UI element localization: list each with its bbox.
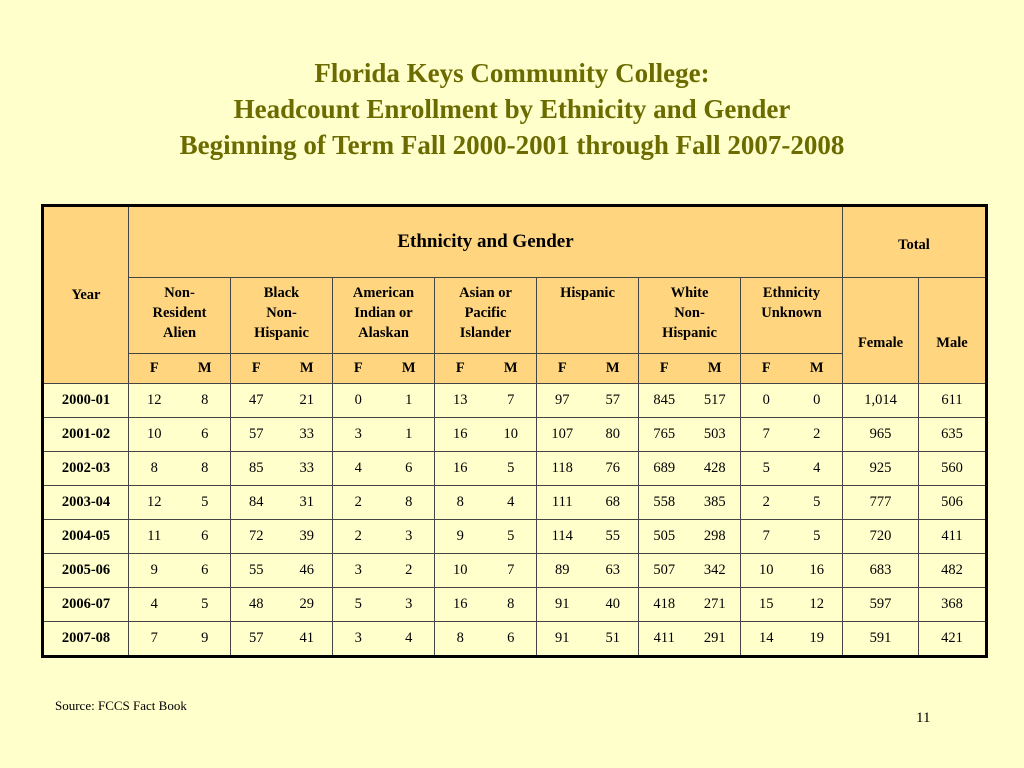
male-subheader: M bbox=[180, 354, 231, 384]
value-cell: 0 bbox=[792, 384, 843, 418]
year-cell: 2002-03 bbox=[43, 452, 129, 486]
value-cell: 31 bbox=[282, 486, 333, 520]
group-header-line: Non- bbox=[164, 285, 195, 301]
year-cell: 2005-06 bbox=[43, 554, 129, 588]
value-cell: 10 bbox=[435, 554, 486, 588]
group-header-line: White bbox=[670, 285, 709, 301]
value-cell: 7 bbox=[129, 622, 180, 657]
group-header-line: Asian or bbox=[459, 285, 512, 301]
value-cell: 12 bbox=[792, 588, 843, 622]
group-header-line: Hispanic bbox=[254, 325, 309, 341]
group-header bbox=[741, 278, 843, 354]
value-cell: 15 bbox=[741, 588, 792, 622]
table-row bbox=[43, 418, 987, 452]
value-cell: 107 bbox=[537, 418, 588, 452]
year-cell: 2007-08 bbox=[43, 622, 129, 657]
value-cell: 5 bbox=[333, 588, 384, 622]
male-total-cell: 611 bbox=[919, 384, 987, 418]
value-cell: 48 bbox=[231, 588, 282, 622]
value-cell: 14 bbox=[741, 622, 792, 657]
year-cell: 2006-07 bbox=[43, 588, 129, 622]
value-cell: 40 bbox=[588, 588, 639, 622]
value-cell: 12 bbox=[129, 384, 180, 418]
slide-title bbox=[0, 55, 1024, 163]
value-cell: 3 bbox=[333, 554, 384, 588]
value-cell: 689 bbox=[639, 452, 690, 486]
female-total-cell: 683 bbox=[843, 554, 919, 588]
value-cell: 57 bbox=[231, 622, 282, 657]
female-subheader: F bbox=[129, 354, 180, 384]
year-cell: 2003-04 bbox=[43, 486, 129, 520]
group-header-line: Islander bbox=[459, 325, 512, 341]
value-cell: 39 bbox=[282, 520, 333, 554]
group-header-line: Hispanic bbox=[560, 285, 615, 301]
value-cell: 80 bbox=[588, 418, 639, 452]
group-header bbox=[435, 278, 537, 354]
table-row bbox=[43, 622, 987, 657]
value-cell: 385 bbox=[690, 486, 741, 520]
source-note: Source: FCCS Fact Book bbox=[55, 698, 187, 713]
value-cell: 8 bbox=[129, 452, 180, 486]
year-header: Year bbox=[43, 206, 129, 384]
male-subheader: M bbox=[486, 354, 537, 384]
value-cell: 9 bbox=[180, 622, 231, 657]
value-cell: 9 bbox=[435, 520, 486, 554]
value-cell: 5 bbox=[792, 520, 843, 554]
value-cell: 85 bbox=[231, 452, 282, 486]
value-cell: 2 bbox=[384, 554, 435, 588]
value-cell: 4 bbox=[792, 452, 843, 486]
value-cell: 29 bbox=[282, 588, 333, 622]
value-cell: 8 bbox=[435, 622, 486, 657]
male-total-cell: 560 bbox=[919, 452, 987, 486]
value-cell: 418 bbox=[639, 588, 690, 622]
value-cell: 517 bbox=[690, 384, 741, 418]
male-header: Male bbox=[919, 278, 987, 384]
value-cell: 3 bbox=[384, 588, 435, 622]
value-cell: 558 bbox=[639, 486, 690, 520]
value-cell: 8 bbox=[384, 486, 435, 520]
group-header bbox=[231, 278, 333, 354]
group-header-line: Resident bbox=[152, 305, 207, 321]
male-total-cell: 411 bbox=[919, 520, 987, 554]
value-cell: 57 bbox=[588, 384, 639, 418]
table-row bbox=[43, 452, 987, 486]
value-cell: 5 bbox=[792, 486, 843, 520]
value-cell: 21 bbox=[282, 384, 333, 418]
value-cell: 13 bbox=[435, 384, 486, 418]
value-cell: 8 bbox=[435, 486, 486, 520]
year-cell: 2001-02 bbox=[43, 418, 129, 452]
title-line-3: Beginning of Term Fall 2000-2001 through Fall 2007-2008 bbox=[179, 130, 845, 160]
male-total-cell: 368 bbox=[919, 588, 987, 622]
value-cell: 428 bbox=[690, 452, 741, 486]
ethnicity-header: Ethnicity and Gender bbox=[129, 206, 843, 278]
female-header: Female bbox=[843, 278, 919, 384]
table-row bbox=[43, 486, 987, 520]
group-header-line: Pacific bbox=[464, 305, 507, 321]
value-cell: 4 bbox=[129, 588, 180, 622]
group-header-line: Alaskan bbox=[358, 325, 409, 341]
female-total-cell: 777 bbox=[843, 486, 919, 520]
value-cell: 5 bbox=[741, 452, 792, 486]
value-cell: 7 bbox=[486, 554, 537, 588]
enrollment-table bbox=[41, 204, 988, 658]
group-header-line: American bbox=[352, 285, 415, 301]
value-cell: 111 bbox=[537, 486, 588, 520]
group-header-line: Alien bbox=[162, 325, 197, 341]
group-header-line: Ethnicity bbox=[762, 285, 821, 301]
year-cell: 2004-05 bbox=[43, 520, 129, 554]
value-cell: 6 bbox=[180, 520, 231, 554]
value-cell: 76 bbox=[588, 452, 639, 486]
value-cell: 3 bbox=[333, 418, 384, 452]
value-cell: 51 bbox=[588, 622, 639, 657]
value-cell: 6 bbox=[180, 554, 231, 588]
value-cell: 3 bbox=[384, 520, 435, 554]
page-number: 11 bbox=[916, 710, 931, 726]
male-total-cell: 635 bbox=[919, 418, 987, 452]
value-cell: 16 bbox=[435, 588, 486, 622]
value-cell: 5 bbox=[180, 486, 231, 520]
table-row bbox=[43, 384, 987, 418]
female-total-cell: 965 bbox=[843, 418, 919, 452]
group-header bbox=[639, 278, 741, 354]
female-subheader: F bbox=[639, 354, 690, 384]
value-cell: 505 bbox=[639, 520, 690, 554]
value-cell: 72 bbox=[231, 520, 282, 554]
value-cell: 2 bbox=[333, 486, 384, 520]
value-cell: 6 bbox=[486, 622, 537, 657]
value-cell: 12 bbox=[129, 486, 180, 520]
year-cell: 2000-01 bbox=[43, 384, 129, 418]
male-total-cell: 421 bbox=[919, 622, 987, 657]
female-subheader: F bbox=[231, 354, 282, 384]
value-cell: 57 bbox=[231, 418, 282, 452]
value-cell: 6 bbox=[180, 418, 231, 452]
male-subheader: M bbox=[384, 354, 435, 384]
group-header-line: Hispanic bbox=[662, 325, 717, 341]
female-subheader: F bbox=[333, 354, 384, 384]
value-cell: 2 bbox=[741, 486, 792, 520]
male-subheader: M bbox=[282, 354, 333, 384]
male-total-cell: 482 bbox=[919, 554, 987, 588]
group-header-line: Non- bbox=[674, 305, 705, 321]
value-cell: 7 bbox=[486, 384, 537, 418]
value-cell: 411 bbox=[639, 622, 690, 657]
value-cell: 33 bbox=[282, 418, 333, 452]
male-total-cell: 506 bbox=[919, 486, 987, 520]
value-cell: 46 bbox=[282, 554, 333, 588]
value-cell: 19 bbox=[792, 622, 843, 657]
value-cell: 47 bbox=[231, 384, 282, 418]
value-cell: 503 bbox=[690, 418, 741, 452]
group-header bbox=[537, 278, 639, 354]
value-cell: 55 bbox=[231, 554, 282, 588]
female-subheader: F bbox=[537, 354, 588, 384]
value-cell: 16 bbox=[435, 452, 486, 486]
value-cell: 118 bbox=[537, 452, 588, 486]
header-row-2 bbox=[43, 278, 987, 354]
value-cell: 8 bbox=[486, 588, 537, 622]
value-cell: 5 bbox=[486, 520, 537, 554]
value-cell: 1 bbox=[384, 384, 435, 418]
male-subheader: M bbox=[588, 354, 639, 384]
female-total-cell: 597 bbox=[843, 588, 919, 622]
female-total-cell: 591 bbox=[843, 622, 919, 657]
group-header-line: Indian or bbox=[354, 305, 413, 321]
group-header-line: Non- bbox=[266, 305, 297, 321]
value-cell: 10 bbox=[129, 418, 180, 452]
value-cell: 7 bbox=[741, 418, 792, 452]
value-cell: 7 bbox=[741, 520, 792, 554]
value-cell: 0 bbox=[333, 384, 384, 418]
value-cell: 8 bbox=[180, 452, 231, 486]
value-cell: 271 bbox=[690, 588, 741, 622]
value-cell: 2 bbox=[792, 418, 843, 452]
value-cell: 4 bbox=[384, 622, 435, 657]
value-cell: 63 bbox=[588, 554, 639, 588]
value-cell: 114 bbox=[537, 520, 588, 554]
value-cell: 9 bbox=[129, 554, 180, 588]
value-cell: 8 bbox=[180, 384, 231, 418]
total-header: Total bbox=[843, 206, 987, 278]
value-cell: 16 bbox=[792, 554, 843, 588]
male-subheader: M bbox=[690, 354, 741, 384]
group-header bbox=[129, 278, 231, 354]
value-cell: 342 bbox=[690, 554, 741, 588]
value-cell: 91 bbox=[537, 588, 588, 622]
header-row-1 bbox=[43, 206, 987, 278]
value-cell: 845 bbox=[639, 384, 690, 418]
value-cell: 3 bbox=[333, 622, 384, 657]
value-cell: 10 bbox=[741, 554, 792, 588]
value-cell: 68 bbox=[588, 486, 639, 520]
value-cell: 291 bbox=[690, 622, 741, 657]
value-cell: 2 bbox=[333, 520, 384, 554]
female-subheader: F bbox=[435, 354, 486, 384]
value-cell: 41 bbox=[282, 622, 333, 657]
value-cell: 89 bbox=[537, 554, 588, 588]
value-cell: 5 bbox=[486, 452, 537, 486]
value-cell: 16 bbox=[435, 418, 486, 452]
table-row bbox=[43, 588, 987, 622]
value-cell: 507 bbox=[639, 554, 690, 588]
female-subheader: F bbox=[741, 354, 792, 384]
value-cell: 55 bbox=[588, 520, 639, 554]
group-header-line: Unknown bbox=[761, 305, 822, 321]
value-cell: 4 bbox=[333, 452, 384, 486]
title-line-2: Headcount Enrollment by Ethnicity and Gender bbox=[233, 94, 791, 124]
value-cell: 5 bbox=[180, 588, 231, 622]
value-cell: 765 bbox=[639, 418, 690, 452]
female-total-cell: 720 bbox=[843, 520, 919, 554]
value-cell: 4 bbox=[486, 486, 537, 520]
value-cell: 11 bbox=[129, 520, 180, 554]
value-cell: 33 bbox=[282, 452, 333, 486]
value-cell: 0 bbox=[741, 384, 792, 418]
table-body bbox=[43, 206, 987, 657]
value-cell: 10 bbox=[486, 418, 537, 452]
value-cell: 1 bbox=[384, 418, 435, 452]
title-line-1: Florida Keys Community College: bbox=[314, 58, 710, 88]
table-row bbox=[43, 554, 987, 588]
value-cell: 91 bbox=[537, 622, 588, 657]
female-total-cell: 925 bbox=[843, 452, 919, 486]
value-cell: 298 bbox=[690, 520, 741, 554]
male-subheader: M bbox=[792, 354, 843, 384]
value-cell: 6 bbox=[384, 452, 435, 486]
value-cell: 97 bbox=[537, 384, 588, 418]
table-row bbox=[43, 520, 987, 554]
group-header bbox=[333, 278, 435, 354]
female-total-cell: 1,014 bbox=[843, 384, 919, 418]
group-header-line: Black bbox=[263, 285, 300, 301]
value-cell: 84 bbox=[231, 486, 282, 520]
